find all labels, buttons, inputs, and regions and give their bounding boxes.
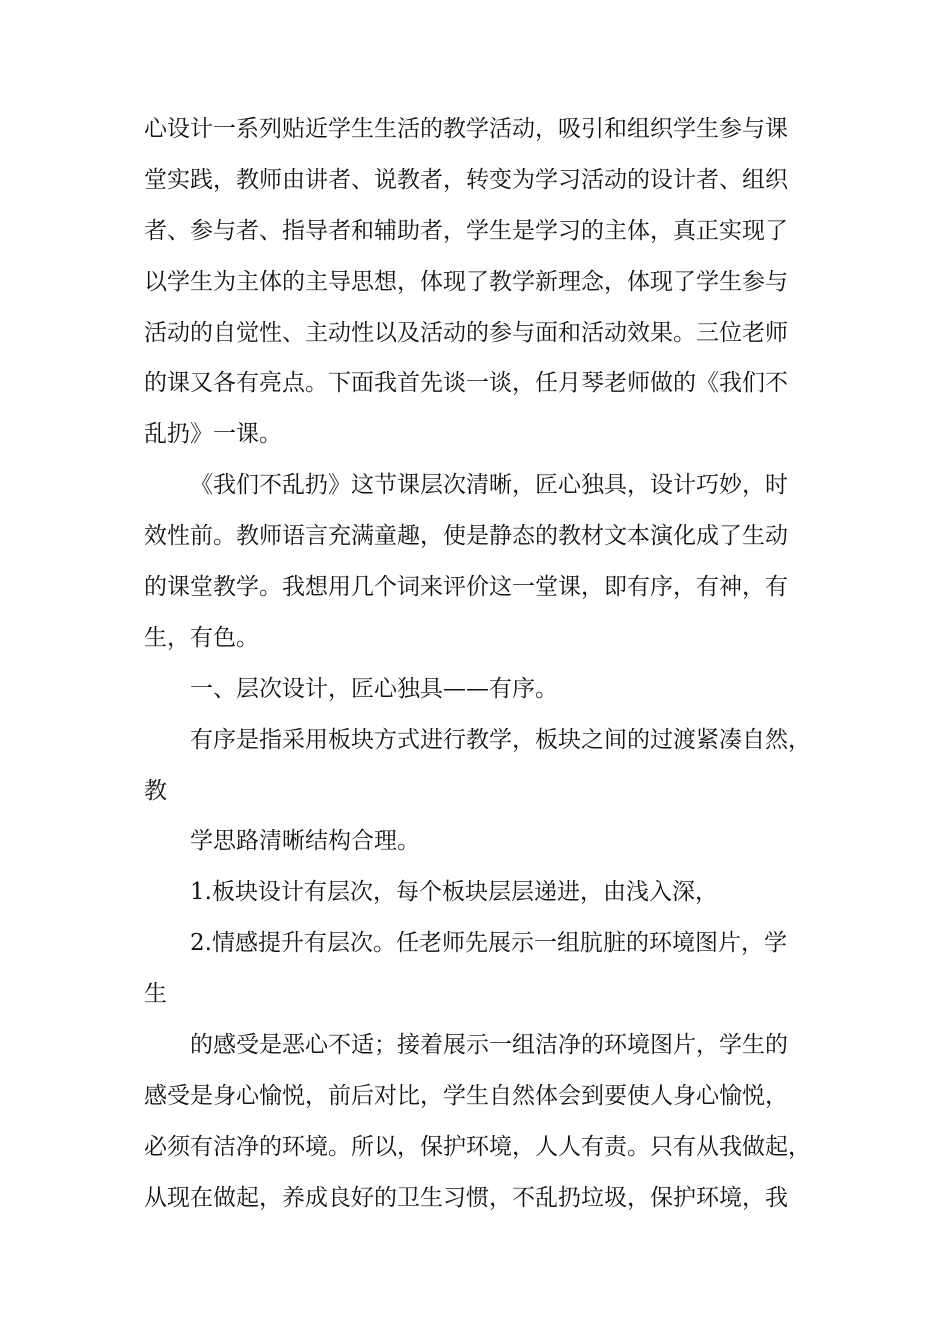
text-line: 心设计一系列贴近学生生活的教学活动，吸引和组织学生参与课 [144,116,788,142]
text-line: 活动的自觉性、主动性以及活动的参与面和活动效果。三位老师 [144,319,788,346]
text-line: 生 [144,981,167,1008]
text-line: 教 [144,777,167,804]
text-line: 以学生为主体的主导思想，体现了教学新理念，体现了学生参与 [144,268,788,295]
text-line: 者、参与者、指导者和辅助者，学生是学习的主体，真正实现了 [144,217,788,244]
section-heading: 一、层次设计，匠心独具——有序。 [190,675,558,702]
text-line: 乱扔》一课。 [144,421,282,448]
document-body [144,104,816,1224]
text-line: 的课堂教学。我想用几个词来评价这一堂课，即有序，有神，有 [144,574,788,601]
text-line: 学思路清晰结构合理。 [190,828,420,855]
text-line: 《我们不乱扔》这节课层次清晰，匠心独具，设计巧妙，时 [190,472,788,499]
text-line: 生，有色。 [144,624,259,651]
text-line: 的感受是恶心不适；接着展示一组洁净的环境图片，学生的 [190,1032,788,1059]
text-line: 有序是指采用板块方式进行教学，板块之间的过渡紧凑自然， [190,726,811,753]
text-line: 从现在做起，养成良好的卫生习惯，不乱扔垃圾，保护环境，我 [144,1184,788,1211]
text-line: 堂实践，教师由讲者、说教者，转变为学习活动的设计者、组织 [144,166,788,193]
list-item: 1.板块设计有层次，每个板块层层递进，由浅入深， [190,879,718,906]
list-item: 2.情感提升有层次。任老师先展示一组肮脏的环境图片，学 [190,930,787,957]
text-line: 感受是身心愉悦，前后对比，学生自然体会到要使人身心愉悦， [144,1082,788,1109]
text-line: 的课又各有亮点。下面我首先谈一谈，任月琴老师做的《我们不 [144,370,788,397]
text-line: 效性前。教师语言充满童趣，使是静态的教材文本演化成了生动 [144,523,788,550]
text-line: 必须有洁净的环境。所以，保护环境，人人有责。只有从我做起， [144,1133,811,1160]
